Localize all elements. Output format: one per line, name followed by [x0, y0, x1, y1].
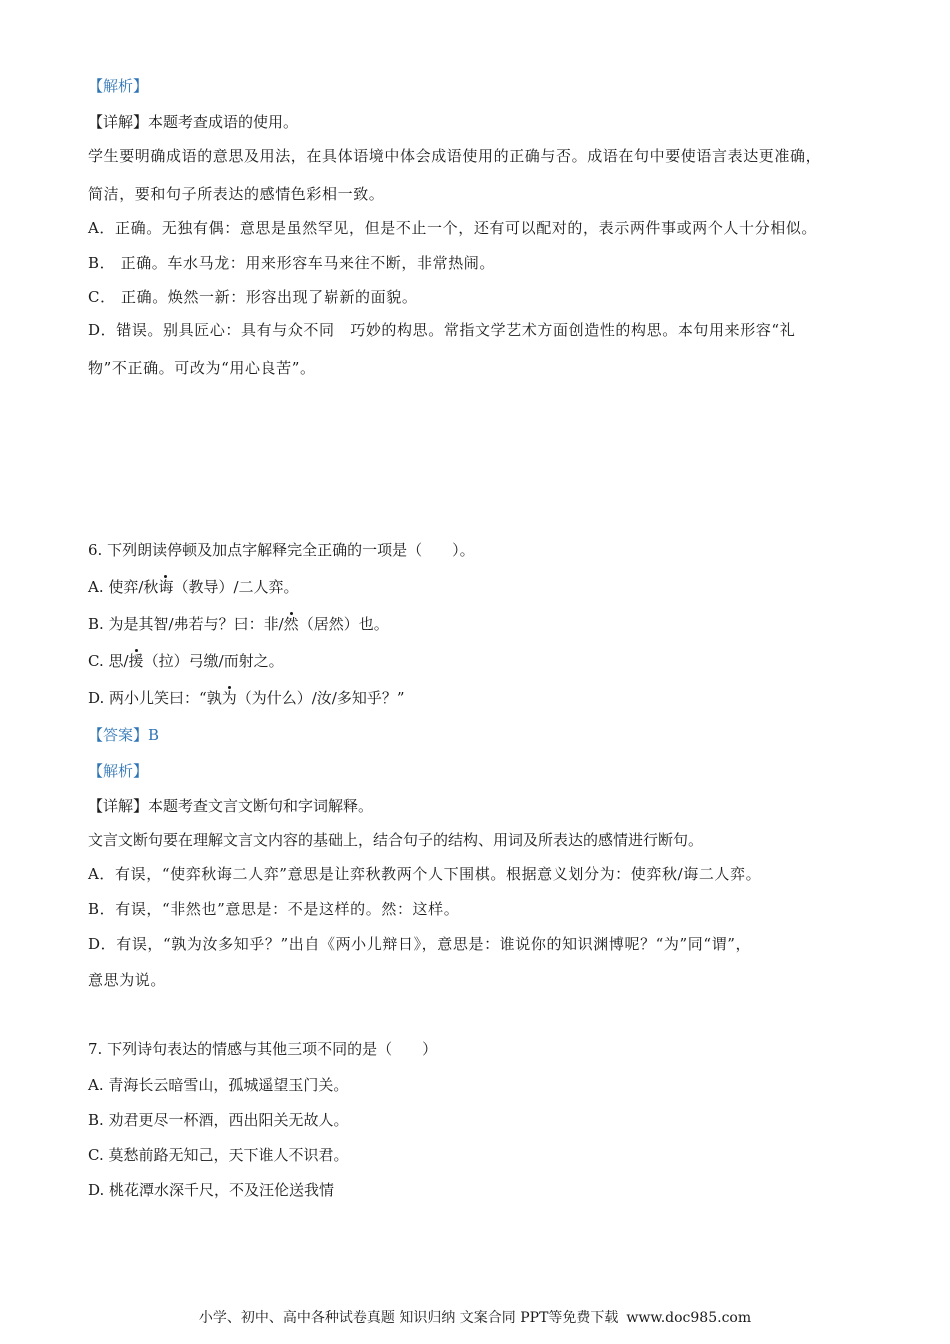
analysis-heading: 【解析】: [88, 77, 149, 95]
footer-text: 小学、初中、高中各种试卷真题 知识归纳 文案合同 PPT等免费下载: [198, 1310, 619, 1326]
emphasis-dot-char: 诲: [158, 578, 174, 596]
question-7-option-c: C. 莫愁前路无知己，天下谁人不识君。: [88, 1146, 349, 1164]
question-7-option-d: D. 桃花潭水深千尺，不及汪伦送我情: [88, 1181, 335, 1199]
question-7-option-b: B. 劝君更尽一杯酒，西出阳关无故人。: [88, 1111, 349, 1129]
option-b-text: B. 为是其智/弗若与？曰：非/: [88, 615, 284, 633]
option-c-text: C. 思/: [88, 652, 129, 670]
explanation-paragraph: 学生要明确成语的意思及用法，在具体语境中体会成语使用的正确与否。成语在句中要使语言表达更准确，: [88, 147, 822, 165]
question-6-option-c: [88, 651, 284, 671]
option-d-text-end: （为什么）/汝/多知乎？”: [236, 689, 405, 707]
question-6-stem: 6. 下列朗读停顿及加点字解释完全正确的一项是（ ）。: [88, 541, 475, 559]
analysis-heading: 【解析】: [88, 762, 149, 780]
question-7-option-a: A. 青海长云暗雪山，孤城遥望玉门关。: [88, 1076, 349, 1094]
emphasis-dot-char: 援: [128, 652, 144, 670]
page-footer: [0, 1307, 950, 1327]
emphasis-dot-char: 为: [221, 689, 237, 707]
detail-heading: 【详解】本题考查成语的使用。: [88, 113, 299, 131]
detail-heading: 【详解】本题考查文言文断句和字词解释。: [88, 797, 374, 815]
explanation-option-b: B．有误，“非然也”意思是：不是这样的。然：这样。: [88, 900, 460, 918]
explanation-option-a: A．正确。无独有偶：意思是虽然罕见，但是不止一个，还有可以配对的，表示两件事或两个人十分相似。: [88, 219, 818, 237]
explanation-option-d-cont: 物”不正确。可改为“用心良苦”。: [88, 359, 316, 377]
question-6-option-d: [88, 688, 405, 708]
option-b-text-end: （居然）也。: [298, 615, 389, 633]
option-d-text: D. 两小儿笑曰：“孰: [88, 689, 222, 707]
question-6-option-a: [88, 577, 299, 597]
option-a-text: A. 使弈/秋: [88, 578, 159, 596]
explanation-option-d-cont: 意思为说。: [88, 971, 167, 989]
emphasis-dot-char: 然: [283, 615, 299, 633]
explanation-option-c: C． 正确。焕然一新：形容出现了崭新的面貌。: [88, 288, 418, 306]
explanation-option-a: A．有误，“使弈秋诲二人弈”意思是让弈秋教两个人下围棋。根据意义划分为：使弈秋/诲二人弈。: [88, 865, 762, 883]
option-a-text-end: （教导）/二人弈。: [173, 578, 299, 596]
explanation-option-d: D．有误，“孰为汝多知乎？”出自《两小儿辩日》，意思是：谁说你的知识渊博呢？“为”同“谓”，: [88, 935, 752, 953]
explanation-option-b: B． 正确。车水马龙：用来形容车马来往不断，非常热闹。: [88, 254, 495, 272]
explanation-paragraph: 文言文断句要在理解文言文内容的基础上，结合句子的结构、用词及所表达的感情进行断句。: [88, 831, 704, 849]
footer-url[interactable]: www.doc985.com: [626, 1310, 752, 1326]
explanation-option-d: D．错误。别具匠心：具有与众不同 巧妙的构思。常指文学艺术方面创造性的构思。本句用来形容“礼: [88, 321, 796, 339]
question-6-option-b: [88, 614, 389, 634]
explanation-paragraph-cont: 简洁，要和句子所表达的感情色彩相一致。: [88, 185, 385, 203]
question-7-stem: 7. 下列诗句表达的情感与其他三项不同的是（ ）: [88, 1040, 438, 1058]
option-c-text-end: （拉）弓缴/而射之。: [143, 652, 284, 670]
answer-label: 【答案】B: [88, 726, 160, 744]
